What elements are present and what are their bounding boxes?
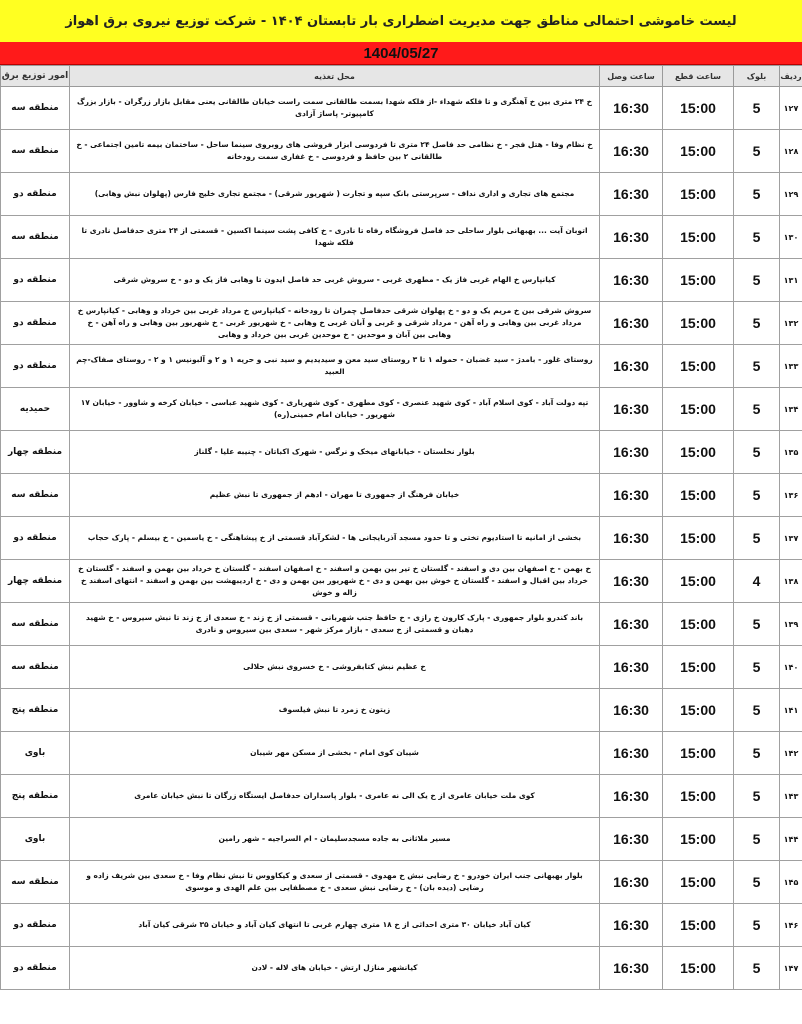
district-cell: منطقه چهار xyxy=(1,431,70,474)
row-number-cell: ۱۲۷ xyxy=(780,87,802,130)
row-number-cell: ۱۳۲ xyxy=(780,302,802,345)
district-cell: منطقه سه xyxy=(1,861,70,904)
feed-location-cell: مسیر ملاثانی به جاده مسجدسلیمان - ام السراجیه - شهر رامین xyxy=(70,818,600,861)
restore-time-cell: 16:30 xyxy=(600,732,663,775)
district-cell: منطقه دو xyxy=(1,302,70,345)
table-row xyxy=(1,431,802,474)
feed-location-cell: سروش شرقی بین خ مریم یک و دو - خ پهلوان شرقی حدفاصل چمران تا رودخانه - کیانپارس خ مرداد غربی بین خرداد و وهابی - کیانپارس خ مرداد غربی بین وهابی و راه آهن - مرداد شرقی و غربی و آبان غربی خ وهابی - خ شهریور غربی - خ شهریور بین وهابی و راه آهن - خ وهابی بین آبان و موحدین - خ موحدین غربی بین خرداد و وهابی xyxy=(70,302,600,345)
row-number-cell: ۱۴۵ xyxy=(780,861,802,904)
restore-time-cell: 16:30 xyxy=(600,947,663,990)
restore-time-cell: 16:30 xyxy=(600,173,663,216)
table-row xyxy=(1,947,802,990)
row-number-cell: ۱۳۵ xyxy=(780,431,802,474)
block-cell: 5 xyxy=(734,646,780,689)
feed-location-cell: خ بهمن - خ اصفهان بین دی و اسفند - گلستان خ تیر بین بهمن و اسفند - خ اصفهان اسفند - گلستان خ خرداد بین بهمن و اسفند - گلستان خ خرداد بین اقبال و اسفند - گلستان خ خوش بین بهمن و دی - خ شهریور بین بهمن و دی - خ اردیبهشت بین بهمن و اسفند - انتهای اسفند خ زاله و خوش xyxy=(70,560,600,603)
table-row xyxy=(1,732,802,775)
cut-time-cell: 15:00 xyxy=(663,130,734,173)
district-cell: منطقه سه xyxy=(1,646,70,689)
table-row xyxy=(1,474,802,517)
restore-time-cell: 16:30 xyxy=(600,130,663,173)
row-number-cell: ۱۳۱ xyxy=(780,259,802,302)
feed-location-cell: بلوار بهبهانی جنب ایران خودرو - خ رضایی نبش خ مهدوی - قسمتی از سعدی و کیکاووس تا نبش نظام وفا - خ سعدی بین شریف زاده و رضایی (دیده بان) - خ رضایی نبش سعدی - خ مصطفایی بین علم الهدی و موسوی xyxy=(70,861,600,904)
feed-location-cell: روستای غلور - بامدژ - سید غضبان - حموله ۱ تا ۳ روستای سید معن و سیدیدیم و سید نبی و حریه ۱ و ۲ و آلبونیس ۱ و ۲ - روستای صفاک-چم العبید xyxy=(70,345,600,388)
table-row xyxy=(1,560,802,603)
district-cell: منطقه دو xyxy=(1,947,70,990)
cut-time-cell: 15:00 xyxy=(663,947,734,990)
restore-time-cell: 16:30 xyxy=(600,216,663,259)
row-number-cell: ۱۳۴ xyxy=(780,388,802,431)
cut-time-cell: 15:00 xyxy=(663,345,734,388)
block-cell: 5 xyxy=(734,216,780,259)
table-row xyxy=(1,388,802,431)
feed-location-cell: بلوار نخلستان - خیابانهای میخک و نرگس - شهرک اکباتان - چنیبه علیا - گلناز xyxy=(70,431,600,474)
feed-location-cell: مجتمع های تجاری و اداری نداف - سرپرستی بانک سپه و تجارت ( شهریور شرقی) - مجتمع تجاری خلیج فارس (پهلوان نبش وهابی) xyxy=(70,173,600,216)
row-number-cell: ۱۴۷ xyxy=(780,947,802,990)
schedule-date: 1404/05/27 xyxy=(0,42,802,65)
restore-time-cell: 16:30 xyxy=(600,388,663,431)
restore-time-cell: 16:30 xyxy=(600,904,663,947)
cut-time-cell: 15:00 xyxy=(663,474,734,517)
district-cell: باوی xyxy=(1,732,70,775)
restore-time-cell: 16:30 xyxy=(600,259,663,302)
cut-time-cell: 15:00 xyxy=(663,732,734,775)
district-cell: منطقه دو xyxy=(1,904,70,947)
table-row xyxy=(1,87,802,130)
row-number-cell: ۱۴۰ xyxy=(780,646,802,689)
block-cell: 5 xyxy=(734,732,780,775)
table-row xyxy=(1,173,802,216)
cut-time-cell: 15:00 xyxy=(663,216,734,259)
block-cell: 5 xyxy=(734,818,780,861)
table-row xyxy=(1,818,802,861)
district-cell: منطقه سه xyxy=(1,474,70,517)
row-number-cell: ۱۳۳ xyxy=(780,345,802,388)
feed-location-cell: کیانپارس خ الهام غربی فاز یک - مطهری غربی - سروش غربی حد فاصل ایدون تا وهابی فاز یک و دو - خ سروش شرقی xyxy=(70,259,600,302)
table-row xyxy=(1,517,802,560)
feed-location-cell: کوی ملت خیابان عامری از خ یک الی نه عامری - بلوار پاسداران حدفاصل ایستگاه زرگان تا نبش خیابان عامری xyxy=(70,775,600,818)
block-cell: 4 xyxy=(734,560,780,603)
block-cell: 5 xyxy=(734,431,780,474)
cut-time-cell: 15:00 xyxy=(663,173,734,216)
table-row xyxy=(1,302,802,345)
block-cell: 5 xyxy=(734,388,780,431)
restore-time-cell: 16:30 xyxy=(600,861,663,904)
district-cell: منطقه پنج xyxy=(1,689,70,732)
table-body xyxy=(1,87,802,990)
row-number-cell: ۱۴۳ xyxy=(780,775,802,818)
feed-location-cell: خیابان فرهنگ از جمهوری تا مهران - ادهم از جمهوری تا نبش عظیم xyxy=(70,474,600,517)
column-header-feed-location: محل تغذیه xyxy=(70,66,600,87)
column-header-restore-time: ساعت وصل xyxy=(600,66,663,87)
district-cell: منطقه دو xyxy=(1,173,70,216)
district-cell: حمیدیه xyxy=(1,388,70,431)
row-number-cell: ۱۳۶ xyxy=(780,474,802,517)
row-number-cell: ۱۴۴ xyxy=(780,818,802,861)
feed-location-cell: باند کندرو بلوار جمهوری - پارک کارون خ رازی - خ حافظ جنب شهربانی - قسمتی از خ زند - خ سعدی از خ زند تا نبش سیروس - خ شهید دهبان و قسمتی از خ سعدی - بازار مرکز شهر - سعدی بین سیروس و نادری xyxy=(70,603,600,646)
cut-time-cell: 15:00 xyxy=(663,904,734,947)
page-title: لیست خاموشی احتمالی مناطق جهت مدیریت اضطراری بار تابستان ۱۴۰۴ - شرکت توزیع نیروی برق اهواز xyxy=(0,0,802,43)
table-row xyxy=(1,130,802,173)
restore-time-cell: 16:30 xyxy=(600,302,663,345)
block-cell: 5 xyxy=(734,861,780,904)
district-cell: منطقه دو xyxy=(1,259,70,302)
column-header-radif: ردیف xyxy=(780,66,802,87)
column-header-cut-time: ساعت قطع xyxy=(663,66,734,87)
feed-location-cell: تپه دولت آباد - کوی اسلام آباد - کوی شهید عنصری - کوی مطهری - کوی شهریاری - کوی شهید عباسی - خیابان کرخه و شاوور - خیابان ۱۷ شهریور - خیابان امام خمینی(ره) xyxy=(70,388,600,431)
row-number-cell: ۱۴۶ xyxy=(780,904,802,947)
restore-time-cell: 16:30 xyxy=(600,431,663,474)
feed-location-cell: کیان آباد خیابان ۳۰ متری احداثی از خ ۱۸ متری چهارم غربی تا انتهای کیان آباد و خیابان ۳۵ شرقی کیان آباد xyxy=(70,904,600,947)
row-number-cell: ۱۲۸ xyxy=(780,130,802,173)
block-cell: 5 xyxy=(734,259,780,302)
table-row xyxy=(1,861,802,904)
feed-location-cell: خ عظیم نبش کتابفروشی - خ خسروی نبش حلالی xyxy=(70,646,600,689)
district-cell: منطقه سه xyxy=(1,216,70,259)
district-cell: منطقه سه xyxy=(1,87,70,130)
restore-time-cell: 16:30 xyxy=(600,603,663,646)
block-cell: 5 xyxy=(734,517,780,560)
block-cell: 5 xyxy=(734,775,780,818)
block-cell: 5 xyxy=(734,87,780,130)
cut-time-cell: 15:00 xyxy=(663,87,734,130)
feed-location-cell: خ نظام وفا - هتل فجر - خ نظامی حد فاصل ۲۴ متری تا فردوسی ابزار فروشی های روبروی سینما ساحل - ساختمان بیمه تامین اجتماعی - خ طالقانی ۲ بین حافظ و فردوسی - خ غفاری سمت رودخانه xyxy=(70,130,600,173)
cut-time-cell: 15:00 xyxy=(663,861,734,904)
cut-time-cell: 15:00 xyxy=(663,388,734,431)
feed-location-cell: بخشی از امانیه تا استادیوم تختی و تا حدود مسجد آذربایجانی ها - لشکرآباد قسمتی از خ پیشاهنگی - خ یاسمین - خ بیسلم - پارک حجاب xyxy=(70,517,600,560)
block-cell: 5 xyxy=(734,603,780,646)
cut-time-cell: 15:00 xyxy=(663,603,734,646)
restore-time-cell: 16:30 xyxy=(600,87,663,130)
row-number-cell: ۱۳۸ xyxy=(780,560,802,603)
column-header-block: بلوک xyxy=(734,66,780,87)
table-row xyxy=(1,775,802,818)
column-header-district: امور توزیع برق xyxy=(1,66,70,87)
restore-time-cell: 16:30 xyxy=(600,517,663,560)
table-header-row xyxy=(1,66,802,87)
district-cell: منطقه دو xyxy=(1,517,70,560)
block-cell: 5 xyxy=(734,173,780,216)
restore-time-cell: 16:30 xyxy=(600,818,663,861)
district-cell: منطقه سه xyxy=(1,603,70,646)
row-number-cell: ۱۲۹ xyxy=(780,173,802,216)
block-cell: 5 xyxy=(734,474,780,517)
row-number-cell: ۱۳۰ xyxy=(780,216,802,259)
cut-time-cell: 15:00 xyxy=(663,818,734,861)
row-number-cell: ۱۴۱ xyxy=(780,689,802,732)
feed-location-cell: اتوبان آیت ... بهبهانی بلوار ساحلی حد فاصل فروشگاه رفاه تا نادری - خ کافی پشت سینما اکسین - قسمتی از ۲۴ متری حدفاصل نادری تا فلکه شهدا xyxy=(70,216,600,259)
outage-schedule-table xyxy=(0,65,802,990)
restore-time-cell: 16:30 xyxy=(600,345,663,388)
table-row xyxy=(1,603,802,646)
feed-location-cell: زیتون خ زمرد تا نبش فیلسوف xyxy=(70,689,600,732)
restore-time-cell: 16:30 xyxy=(600,560,663,603)
row-number-cell: ۱۳۷ xyxy=(780,517,802,560)
cut-time-cell: 15:00 xyxy=(663,646,734,689)
table-row xyxy=(1,259,802,302)
block-cell: 5 xyxy=(734,302,780,345)
district-cell: منطقه چهار xyxy=(1,560,70,603)
block-cell: 5 xyxy=(734,947,780,990)
cut-time-cell: 15:00 xyxy=(663,431,734,474)
table-row xyxy=(1,216,802,259)
row-number-cell: ۱۳۹ xyxy=(780,603,802,646)
cut-time-cell: 15:00 xyxy=(663,775,734,818)
district-cell: باوی xyxy=(1,818,70,861)
cut-time-cell: 15:00 xyxy=(663,560,734,603)
cut-time-cell: 15:00 xyxy=(663,689,734,732)
block-cell: 5 xyxy=(734,130,780,173)
feed-location-cell: کیانشهر منازل ارتش - خیابان های لاله - لادن xyxy=(70,947,600,990)
block-cell: 5 xyxy=(734,689,780,732)
district-cell: منطقه دو xyxy=(1,345,70,388)
restore-time-cell: 16:30 xyxy=(600,689,663,732)
cut-time-cell: 15:00 xyxy=(663,517,734,560)
block-cell: 5 xyxy=(734,904,780,947)
cut-time-cell: 15:00 xyxy=(663,302,734,345)
table-row xyxy=(1,904,802,947)
district-cell: منطقه پنج xyxy=(1,775,70,818)
restore-time-cell: 16:30 xyxy=(600,646,663,689)
table-row xyxy=(1,689,802,732)
table-row xyxy=(1,345,802,388)
row-number-cell: ۱۴۲ xyxy=(780,732,802,775)
district-cell: منطقه سه xyxy=(1,130,70,173)
feed-location-cell: خ ۲۴ متری بین خ آهنگری و تا فلکه شهداء -از فلکه شهدا بسمت طالقانی سمت راست خیابان طالقانی یعنی مقابل بازار زرگران - بازار بزرگ کامپیوتر- پاساژ آزادی xyxy=(70,87,600,130)
block-cell: 5 xyxy=(734,345,780,388)
restore-time-cell: 16:30 xyxy=(600,474,663,517)
feed-location-cell: شیبان کوی امام - بخشی از مسکن مهر شیبان xyxy=(70,732,600,775)
restore-time-cell: 16:30 xyxy=(600,775,663,818)
cut-time-cell: 15:00 xyxy=(663,259,734,302)
table-row xyxy=(1,646,802,689)
